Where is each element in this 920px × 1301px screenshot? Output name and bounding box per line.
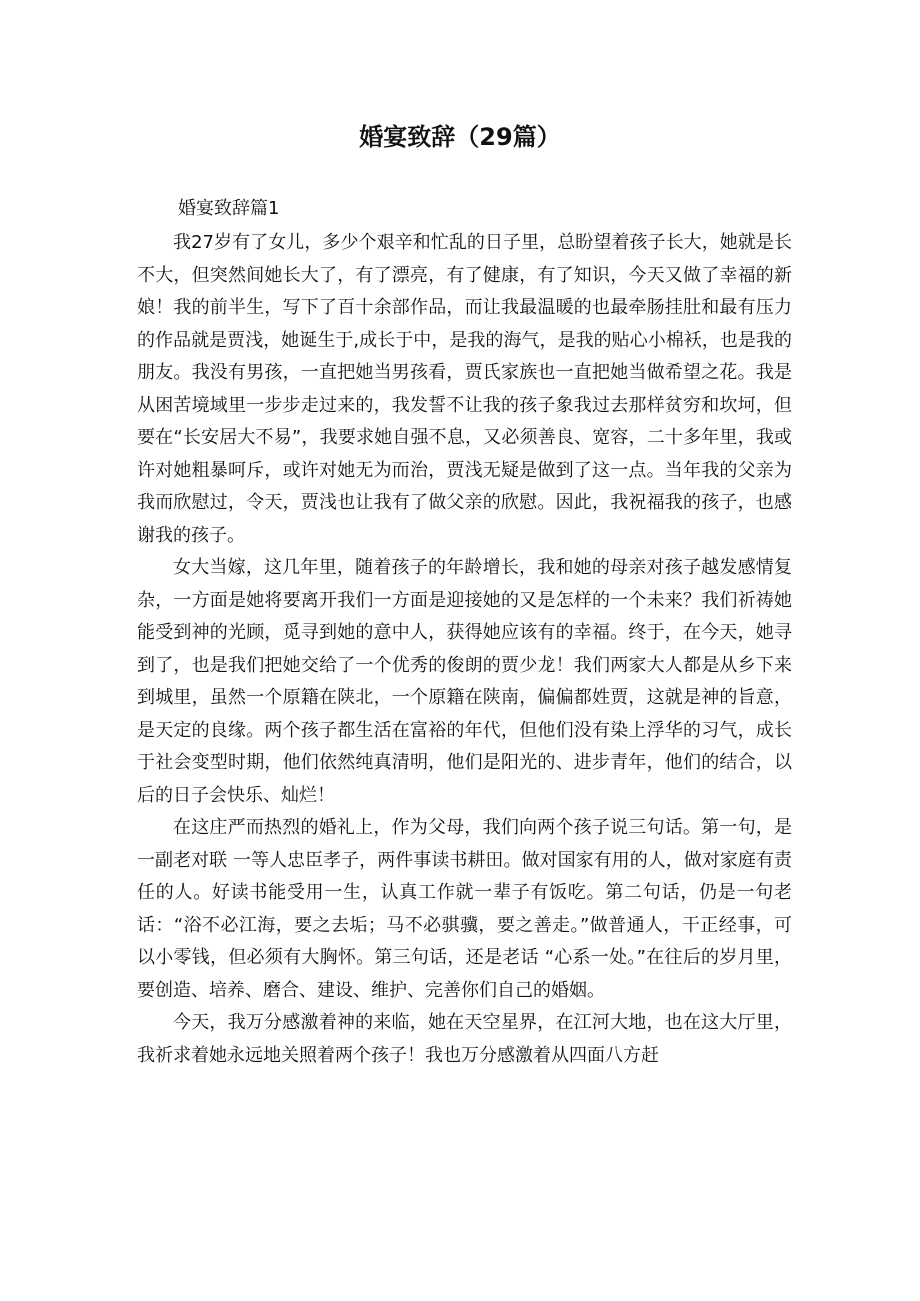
paragraph: 在这庄严而热烈的婚礼上，作为父母，我们向两个孩子说三句话。第一句，是一副老对联 一等人忠臣孝子，两件事读书耕田。做对国家有用的人，做对家庭有责任的人。好读书能受用一生，认真工作就一辈子有饭吃。第二句话，仍是一句老话：“浴不必江海，要之去垢；马不必骐骥，要之善走。”做普通人，干正经事，可以小零钱，但必须有大胸怀。第三句话，还是老话 “心系一处。”在往后的岁月里，要创造、培养、磨合、建设、维护、完善你们自己的婚姻。 [137,817,792,1001]
document-title: 婚宴致辞（29篇） [359,123,561,151]
section-heading: 婚宴致辞篇1 [178,198,280,219]
document-body [137,227,792,1072]
paragraph: 我27岁有了女儿，多少个艰辛和忙乱的日子里，总盼望着孩子长大，她就是长不大，但突然间她长大了，有了漂亮，有了健康，有了知识，今天又做了幸福的新娘！我的前半生，写下了百十余部作品，而让我最温暖的也最牵肠挂肚和最有压力的作品就是贾浅，她诞生于,成长于中，是我的海气，是我的贴心小棉袄，也是我的朋友。我没有男孩，一直把她当男孩看，贾氏家族也一直把她当做希望之花。我是从困苦境域里一步步走过来的，我发誓不让我的孩子象我过去那样贫穷和坎坷，但要在“长安居大不易”，我要求她自强不息，又必须善良、宽容，二十多年里，我或许对她粗暴呵斥，或许对她无为而治，贾浅无疑是做到了这一点。当年我的父亲为我而欣慰过，令天，贾浅也让我有了做父亲的欣慰。因此，我祝福我的孩子，也感谢我的孩子。 [137,232,792,546]
paragraph: 女大当嫁，这几年里，随着孩子的年龄增长，我和她的母亲对孩子越发感情复杂，一方面是她将要离开我们一方面是迎接她的又是怎样的一个未来？我们祈祷她能受到神的光顾，觅寻到她的意中人，获得她应该有的幸福。终于，在今天，她寻到了，也是我们把她交给了一个优秀的俊朗的贾少龙！我们两家大人都是从乡下来到城里，虽然一个原籍在陕北，一个原籍在陕南，偏偏都姓贾，这就是神的旨意，是天定的良缘。两个孩子都生活在富裕的年代，但他们没有染上浮华的习气，成长于社会变型时期，他们依然纯真清明，他们是阳光的、进步青年，他们的结合，以后的日子会快乐、灿烂！ [137,557,792,806]
paragraph: 今天，我万分感激着神的来临，她在天空星界，在江河大地，也在这大厅里，我祈求着她永远地关照着两个孩子！我也万分感激着从四面八方赶 [137,1012,792,1066]
